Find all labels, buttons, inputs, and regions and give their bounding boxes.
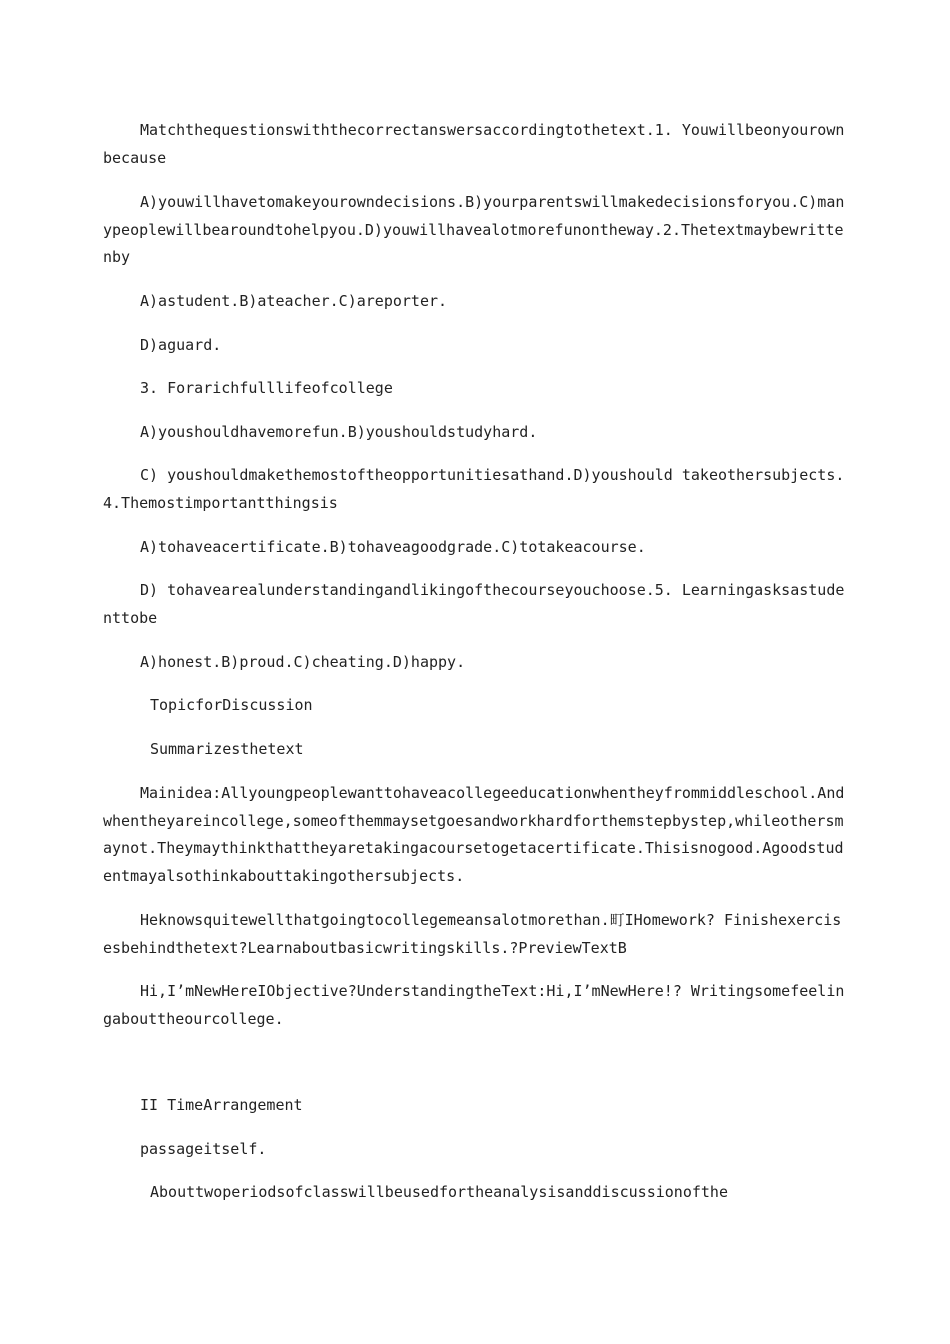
paragraph-objective: Hi,I’mNewHereIObjective?UnderstandingtheText:Hi,I’mNewHere!? Writingsomefeelingabouttheourcollege. xyxy=(103,982,845,1028)
paragraph-q3-options-ab: A)youshouldhavemorefun.B)youshouldstudyhard. xyxy=(140,423,538,441)
paragraph-q3-options-cd: C) youshouldmakethemostoftheopportunitiesathand.D)youshould takeothersubjects.4.Themostimportantthingsis xyxy=(103,466,845,512)
paragraph-instructions: Matchthequestionswiththecorrectanswersaccordingtothetext.1. Youwillbeonyourownbecause xyxy=(103,121,845,167)
paragraph-q1-options: A)youwillhavetomakeyourowndecisions.B)yourparentswillmakedecisionsforyou.C)manypeoplewillbearoundtohelpyou.D)youwillhavealotmorefunontheway.2.Thetextmaybewrittenby xyxy=(103,193,845,266)
heading-time-arrangement: II TimeArrangement xyxy=(140,1096,303,1114)
paragraph-homework: Heknowsquitewellthatgoingtocollegemeansalotmorethan.町IHomework? Finishexercisesbehindthetext?Learnaboutbasicwritingskills.?PreviewTextB xyxy=(103,911,842,957)
paragraph-passage-itself: passageitself. xyxy=(140,1140,267,1158)
paragraph-q2-option-d: D)aguard. xyxy=(140,336,222,354)
paragraph-main-idea: Mainidea:Allyoungpeoplewanttohaveacollegeeducationwhentheyfrommiddleschool.Andwhentheyareincollege,someofthemmaysetgoesandworkhardforthemstepbystep,whileothersmaynot.Theymaythinkthattheyaretakingacoursetogetacertificate.Thisisnogood.Agoodstudentmayalsothinkabouttakingothersubjects. xyxy=(103,784,845,885)
heading-topic-for-discussion: TopicforDiscussion xyxy=(150,696,313,714)
paragraph-q3-stem: 3. Forarichfulllifeofcollege xyxy=(140,379,393,397)
paragraph-q4-option-d: D) tohavearealunderstandingandlikingofthecourseyouchoose.5. Learningasksastudenttobe xyxy=(103,581,845,627)
paragraph-q5-options: A)honest.B)proud.C)cheating.D)happy. xyxy=(140,653,466,671)
paragraph-q2-options: A)astudent.B)ateacher.C)areporter. xyxy=(140,292,448,310)
paragraph-two-periods: Abouttwoperiodsofclasswillbeusedfortheanalysisanddiscussionofthe xyxy=(150,1183,728,1201)
paragraph-q4-options-abc: A)tohaveacertificate.B)tohaveagoodgrade.C)totakeacourse. xyxy=(140,538,646,556)
heading-summarize: Summarizesthetext xyxy=(150,740,304,758)
